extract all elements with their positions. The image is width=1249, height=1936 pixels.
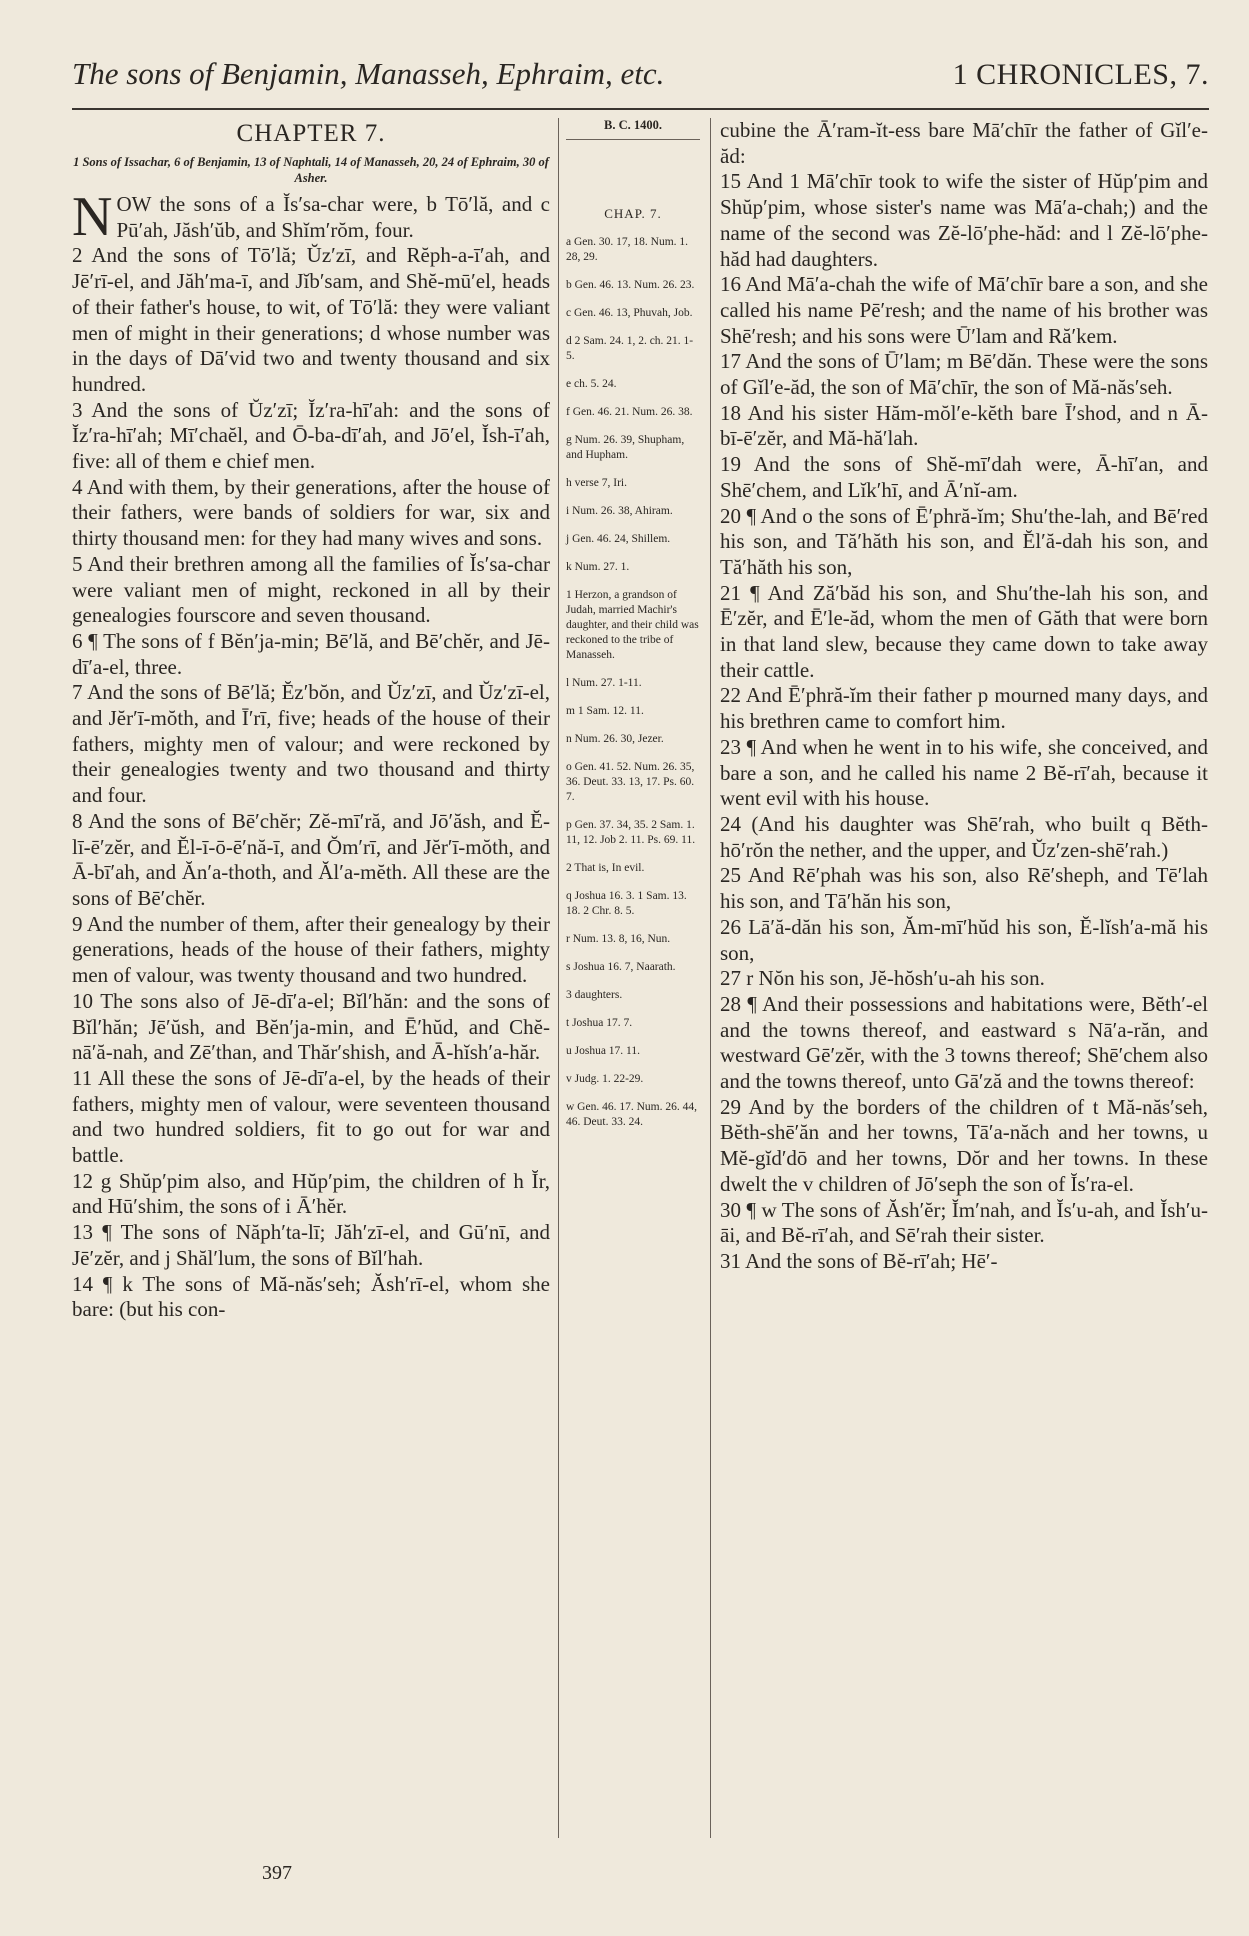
margin-reference: 2 That is, In evil. — [566, 862, 645, 874]
verse-paragraph: 4 And with them, by their generations, after the house of their fathers, were bands of soldiers for war, six and thirty thousand men: for they had many wives and sons. — [72, 474, 550, 551]
verse-paragraph: 30 ¶ w The sons of Ăsh′ĕr; Ĭm′nah, and Ĭs′u-ah, and Ĭsh′u-āi, and Bĕ-rī′ah, and Sē′rah their sister. — [720, 1197, 1208, 1248]
column-divider-right — [710, 118, 711, 1838]
margin-reference: c Gen. 46. 13, Phuvah, Job. — [566, 307, 693, 319]
chapter-title: CHAPTER 7. — [236, 120, 386, 147]
verse-paragraph: 20 ¶ And o the sons of Ē′phră-ĭm; Shu′the-lah, and Bē′red his son, and Tă′hăth his son, and Ĕl′ă-dah his son, and Tă′hăth his son, — [720, 503, 1208, 579]
verse-paragraph: 14 ¶ k The sons of Mă-năs′seh; Ăsh′rī-el, whom she bare: (but his con- — [72, 1271, 550, 1322]
right-verse-list — [720, 118, 1208, 1275]
running-header — [72, 56, 1209, 110]
verse-paragraph: 16 And Mā′a-chah the wife of Mā′chīr bare a son, and she called his name Pē′resh; and the name of his brother was Shē′resh; and his sons were Ū′lam and Ră′kem. — [720, 272, 1208, 348]
margin-reference: w Gen. 46. 17. Num. 26. 44, 46. Deut. 33. 24. — [566, 1101, 697, 1128]
margin-reference: n Num. 26. 30, Jezer. — [566, 733, 664, 745]
margin-reference: t Joshua 17. 7. — [566, 1017, 633, 1029]
header-book-chapter: 1 CHRONICLES, 7. — [952, 58, 1209, 91]
verse-paragraph: NOW the sons of a Ĭs′sa-char were, b Tō′lă, and c Pū′ah, Jăsh′ŭb, and Shĭm′rŏm, four. — [72, 186, 550, 248]
page-number: 397 — [262, 1862, 292, 1884]
verse-paragraph: 18 And his sister Hăm-mŏl′e-kĕth bare Ī′shod, and n Ā-bī-ē′zĕr, and Mă-hă′lah. — [720, 400, 1208, 451]
verse-paragraph: 15 And 1 Mā′chīr took to wife the sister of Hŭp′pim and Shŭp′pim, whose sister's name was Mā′a-chah;) and the name of the second was Zĕ-lō′phe-hăd: and l Zĕ-lō′phe-hăd had daughters. — [720, 169, 1208, 271]
margin-reference: k Num. 27. 1. — [566, 561, 630, 573]
margin-reference: r Num. 13. 8, 16, Nun. — [566, 933, 671, 945]
margin-reference: s Joshua 16. 7, Naarath. — [566, 961, 676, 973]
verse-paragraph: 7 And the sons of Bē′lă; Ĕz′bŏn, and Ŭz′zī, and Ŭz′zī-el, and Jĕr′ī-mŏth, and Ī′rī, five; heads of the house of their fathers, mighty men of valour; and were reckoned by their genealogies twenty and two thousand and thirty and four. — [72, 680, 550, 808]
verse-paragraph: 19 And the sons of Shĕ-mī′dah were, Ā-hī′an, and Shē′chem, and Lĭk′hī, and Ā′nĭ-am. — [720, 452, 1208, 502]
column-divider-left — [558, 118, 559, 1838]
verse-paragraph: 26 Lā′ă-dăn his son, Ăm-mī′hŭd his son, Ĕ-lĭsh′a-mă his son, — [720, 914, 1208, 965]
margin-reference: o Gen. 41. 52. Num. 26. 35, 36. Deut. 33. 13, 17. Ps. 60. 7. — [566, 761, 695, 803]
verse-paragraph: cubine the Ā′ram-ĭt-ess bare Mā′chīr the father of Gĭl′e-ăd: — [720, 118, 1208, 168]
verse-paragraph: 11 All these the sons of Jē-dī′a-el, by the heads of their fathers, mighty men of valour, were seventeen thousand and two hundred soldiers, fit to go out for war and battle. — [72, 1065, 550, 1168]
verse-paragraph: 12 g Shŭp′pim also, and Hŭp′pim, the children of h Ĭr, and Hū′shim, the sons of i Ā′hĕr. — [72, 1168, 550, 1219]
verse-paragraph: 27 r Nŏn his son, Jĕ-hŏsh′u-ah his son. — [720, 966, 1045, 991]
chapter-summary: 1 Sons of Issachar, 6 of Benjamin, 13 of Naphtali, 14 of Manasseh, 20, 24 of Ephraim, 30 of Asher. — [73, 155, 549, 185]
verse-paragraph: 10 The sons also of Jē-dī′a-el; Bĭl′hăn: and the sons of Bĭl′hăn; Jē′ŭsh, and Bĕn′ja-min, and Ē′hŭd, and Chĕ-nā′ă-nah, and Zē′than, and Thăr′shish, and Ā-hĭsh′a-hăr. — [72, 988, 550, 1065]
verse-paragraph: 25 And Rē′phah was his son, also Rē′sheph, and Tē′lah his son, and Tā′hăn his son, — [720, 863, 1208, 914]
verse-paragraph: 5 And their brethren among all the families of Ĭs′sa-char were valiant men of might, reckoned in all by their genealogies fourscore and seven thousand. — [72, 551, 550, 628]
margin-reference: u Joshua 17. 11. — [566, 1045, 641, 1057]
margin-reference: a Gen. 30. 17, 18. Num. 1. 28, 29. — [566, 236, 689, 263]
verse-paragraph: 22 And Ē′phră-ĭm their father p mourned many days, and his brethren came to comfort him. — [720, 683, 1208, 734]
verse-paragraph: 21 ¶ And Ză′băd his son, and Shu′the-lah his son, and Ē′zĕr, and Ē′le-ăd, whom the men of Găth that were born in that land slew, because they came down to take away their cattle. — [720, 580, 1208, 682]
margin-date: B. C. 1400. — [566, 118, 700, 140]
verse-paragraph: 24 (And his daughter was Shē′rah, who built q Bĕth-hō′rŏn the nether, and the upper, and Ŭz′zen-shē′rah.) — [720, 811, 1208, 862]
margin-reference: h verse 7, Iri. — [566, 477, 627, 489]
margin-reference: v Judg. 1. 22-29. — [566, 1073, 644, 1085]
margin-reference: f Gen. 46. 21. Num. 26. 38. — [566, 406, 693, 418]
margin-references-column — [566, 118, 700, 1143]
margin-chapter-label: CHAP. 7. — [604, 206, 662, 221]
header-title-left: The sons of Benjamin, Manasseh, Ephraim, etc. — [72, 56, 665, 91]
left-text-column — [72, 118, 550, 1323]
margin-reference: b Gen. 46. 13. Num. 26. 23. — [566, 279, 695, 291]
verse-paragraph: 3 And the sons of Ŭz′zī; Ĭz′ra-hī′ah: and the sons of Ĭz′ra-hī′ah; Mī′chaĕl, and Ō-ba-dī′ah, and Jō′el, Ĭsh-ī′ah, five: all of them e chief men. — [72, 397, 550, 474]
verse-paragraph: 29 And by the borders of the children of t Mă-năs′seh, Bĕth-shē′ăn and her towns, Tā′a-năch and her towns, u Mĕ-gĭd′dō and her towns, Dŏr and her towns. In these dwelt the v children of Jō′seph the son of Ĭs′ra-el. — [720, 1094, 1208, 1196]
margin-reference: l Num. 27. 1-11. — [566, 677, 642, 689]
right-text-column — [720, 118, 1208, 1275]
verse-paragraph: 23 ¶ And when he went in to his wife, she conceived, and bare a son, and he called his name 2 Bĕ-rī′ah, because it went evil with his house. — [720, 734, 1208, 811]
verse-paragraph: 9 And the number of them, after their genealogy by their generations, heads of the house of their fathers, mighty men of valour, was twenty thousand and two hundred. — [72, 911, 550, 988]
margin-reference: e ch. 5. 24. — [566, 378, 617, 390]
verse-paragraph: 28 ¶ And their possessions and habitations were, Bĕth′-el and the towns thereof, and eastward s Nā′a-răn, and westward Gē′zĕr, with the 3 towns thereof; Shē′chem also and the towns thereof, unto Gā′ză and the towns thereof: — [720, 991, 1208, 1094]
margin-reference: q Joshua 16. 3. 1 Sam. 13. 18. 2 Chr. 8. 5. — [566, 890, 687, 917]
verse-paragraph: 17 And the sons of Ū′lam; m Bē′dăn. These were the sons of Gĭl′e-ăd, the son of Mā′chīr, the son of Mă-năs′seh. — [720, 349, 1208, 400]
margin-reference: d 2 Sam. 24. 1, 2. ch. 21. 1-5. — [566, 335, 694, 362]
margin-reference-list — [566, 235, 700, 1130]
verse-paragraph: 6 ¶ The sons of f Bĕn′ja-min; Bē′lă, and Bē′chĕr, and Jē-dī′a-el, three. — [72, 628, 550, 679]
margin-reference: 3 daughters. — [566, 989, 623, 1001]
margin-reference: g Num. 26. 39, Shupham, and Hupham. — [566, 434, 685, 461]
verse-paragraph: 13 ¶ The sons of Năph′ta-lī; Jăh′zī-el, and Gū′nī, and Jē′zĕr, and j Shăl′lum, the sons of Bĭl′hah. — [72, 1220, 550, 1270]
margin-reference: 1 Herzon, a grandson of Judah, married Machir's daughter, and their child was reckoned to the tribe of Manasseh. — [566, 589, 699, 661]
verse-paragraph: 8 And the sons of Bē′chĕr; Zĕ-mī′ră, and Jō′ăsh, and Ĕ-lī-ē′zĕr, and Ĕl-ī-ō-ē′nă-ī, and Ŏm′rī, and Jĕr′ī-mŏth, and Ā-bī′ah, and Ăn′a-thoth, and Ăl′a-mĕth. All these are the sons of Bē′chĕr. — [72, 808, 550, 910]
margin-reference: m 1 Sam. 12. 11. — [566, 705, 644, 717]
margin-reference: p Gen. 37. 34, 35. 2 Sam. 1. 11, 12. Job 2. 11. Ps. 69. 11. — [566, 819, 696, 846]
margin-reference: i Num. 26. 38, Ahiram. — [566, 505, 673, 517]
verse-paragraph: 31 And the sons of Bĕ-rī′ah; Hē′- — [720, 1248, 998, 1273]
margin-reference: j Gen. 46. 24, Shillem. — [566, 533, 671, 545]
left-verse-list — [72, 186, 550, 1323]
verse-paragraph: 2 And the sons of Tō′lă; Ŭz′zī, and Rĕph-a-ī′ah, and Jē′rī-el, and Jăh′ma-ī, and Jĭb′sam, and Shĕ-mū′el, heads of their father's house, to wit, of Tō′lă: they were valiant men of might in their generations; d whose number was in the days of Dā′vid two and twenty thousand and six hundred. — [72, 243, 550, 396]
